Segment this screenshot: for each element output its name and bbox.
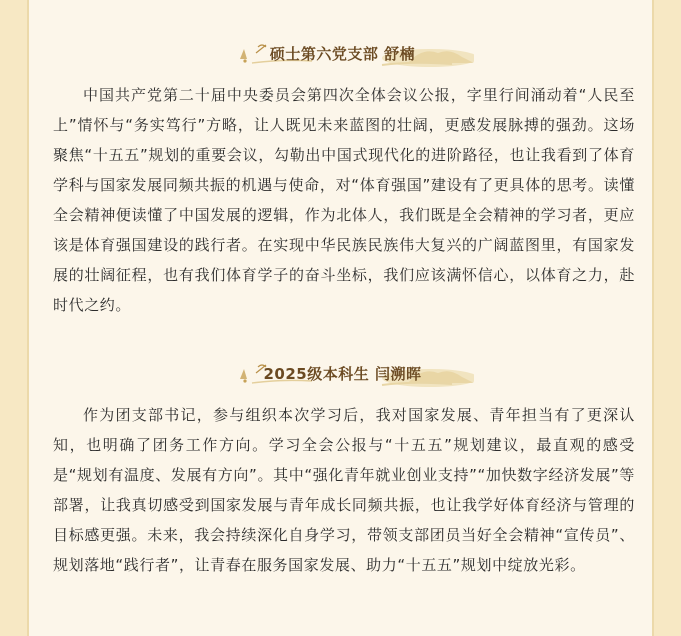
reflection-section-2 xyxy=(29,359,656,389)
article-card xyxy=(27,0,654,636)
section-heading xyxy=(29,359,656,389)
reflection-section-1 xyxy=(29,39,656,69)
section-heading xyxy=(29,39,656,69)
reflection-paragraph-1: 中国共产党第二十届中央委员会第四次全体会议公报，字里行间涌动着“人民至上”情怀与“务实笃行”方略，让人既见未来蓝图的壮阔，更感发展脉搏的强劲。这场聚焦“十五五”规划的重要会议，勾勒出中国式现代化的进阶路径，也让我看到了体育学科与国家发展同频共振的机遇与使命，对“体育强国”建设有了更具体的思考。读懂全会精神便读懂了中国发展的逻辑，作为北体人，我们既是全会精神的学习者，更应该是体育强国建设的践行者。在实现中华民族民族伟大复兴的广阔蓝图里，有国家发展的壮阔征程，也有我们体育学子的奋斗坐标，我们应该满怀信心，以体育之力，赴时代之约。 xyxy=(53,86,635,314)
reflection-paragraph-2: 作为团支部书记，参与组织本次学习后，我对国家发展、青年担当有了更深认知，也明确了团务工作方向。学习全会公报与“十五五”规划建议，最直观的感受是“规划有温度、发展有方向”。其中“强化青年就业创业支持”“加快数字经济发展”等部署，让我真切感受到国家发展与青年成长同频共振，也让我学好体育经济与管理的目标感更强。未来，我会持续深化自身学习，带领支部团员当好全会精神“宣传员”、规划落地“践行者”，让青春在服务国家发展、助力“十五五”规划中绽放光彩。 xyxy=(53,406,635,574)
author-name: 硕士第六党支部 舒楠 xyxy=(269,45,416,63)
author-name: 2025级本科生 闫溯晖 xyxy=(263,365,422,383)
